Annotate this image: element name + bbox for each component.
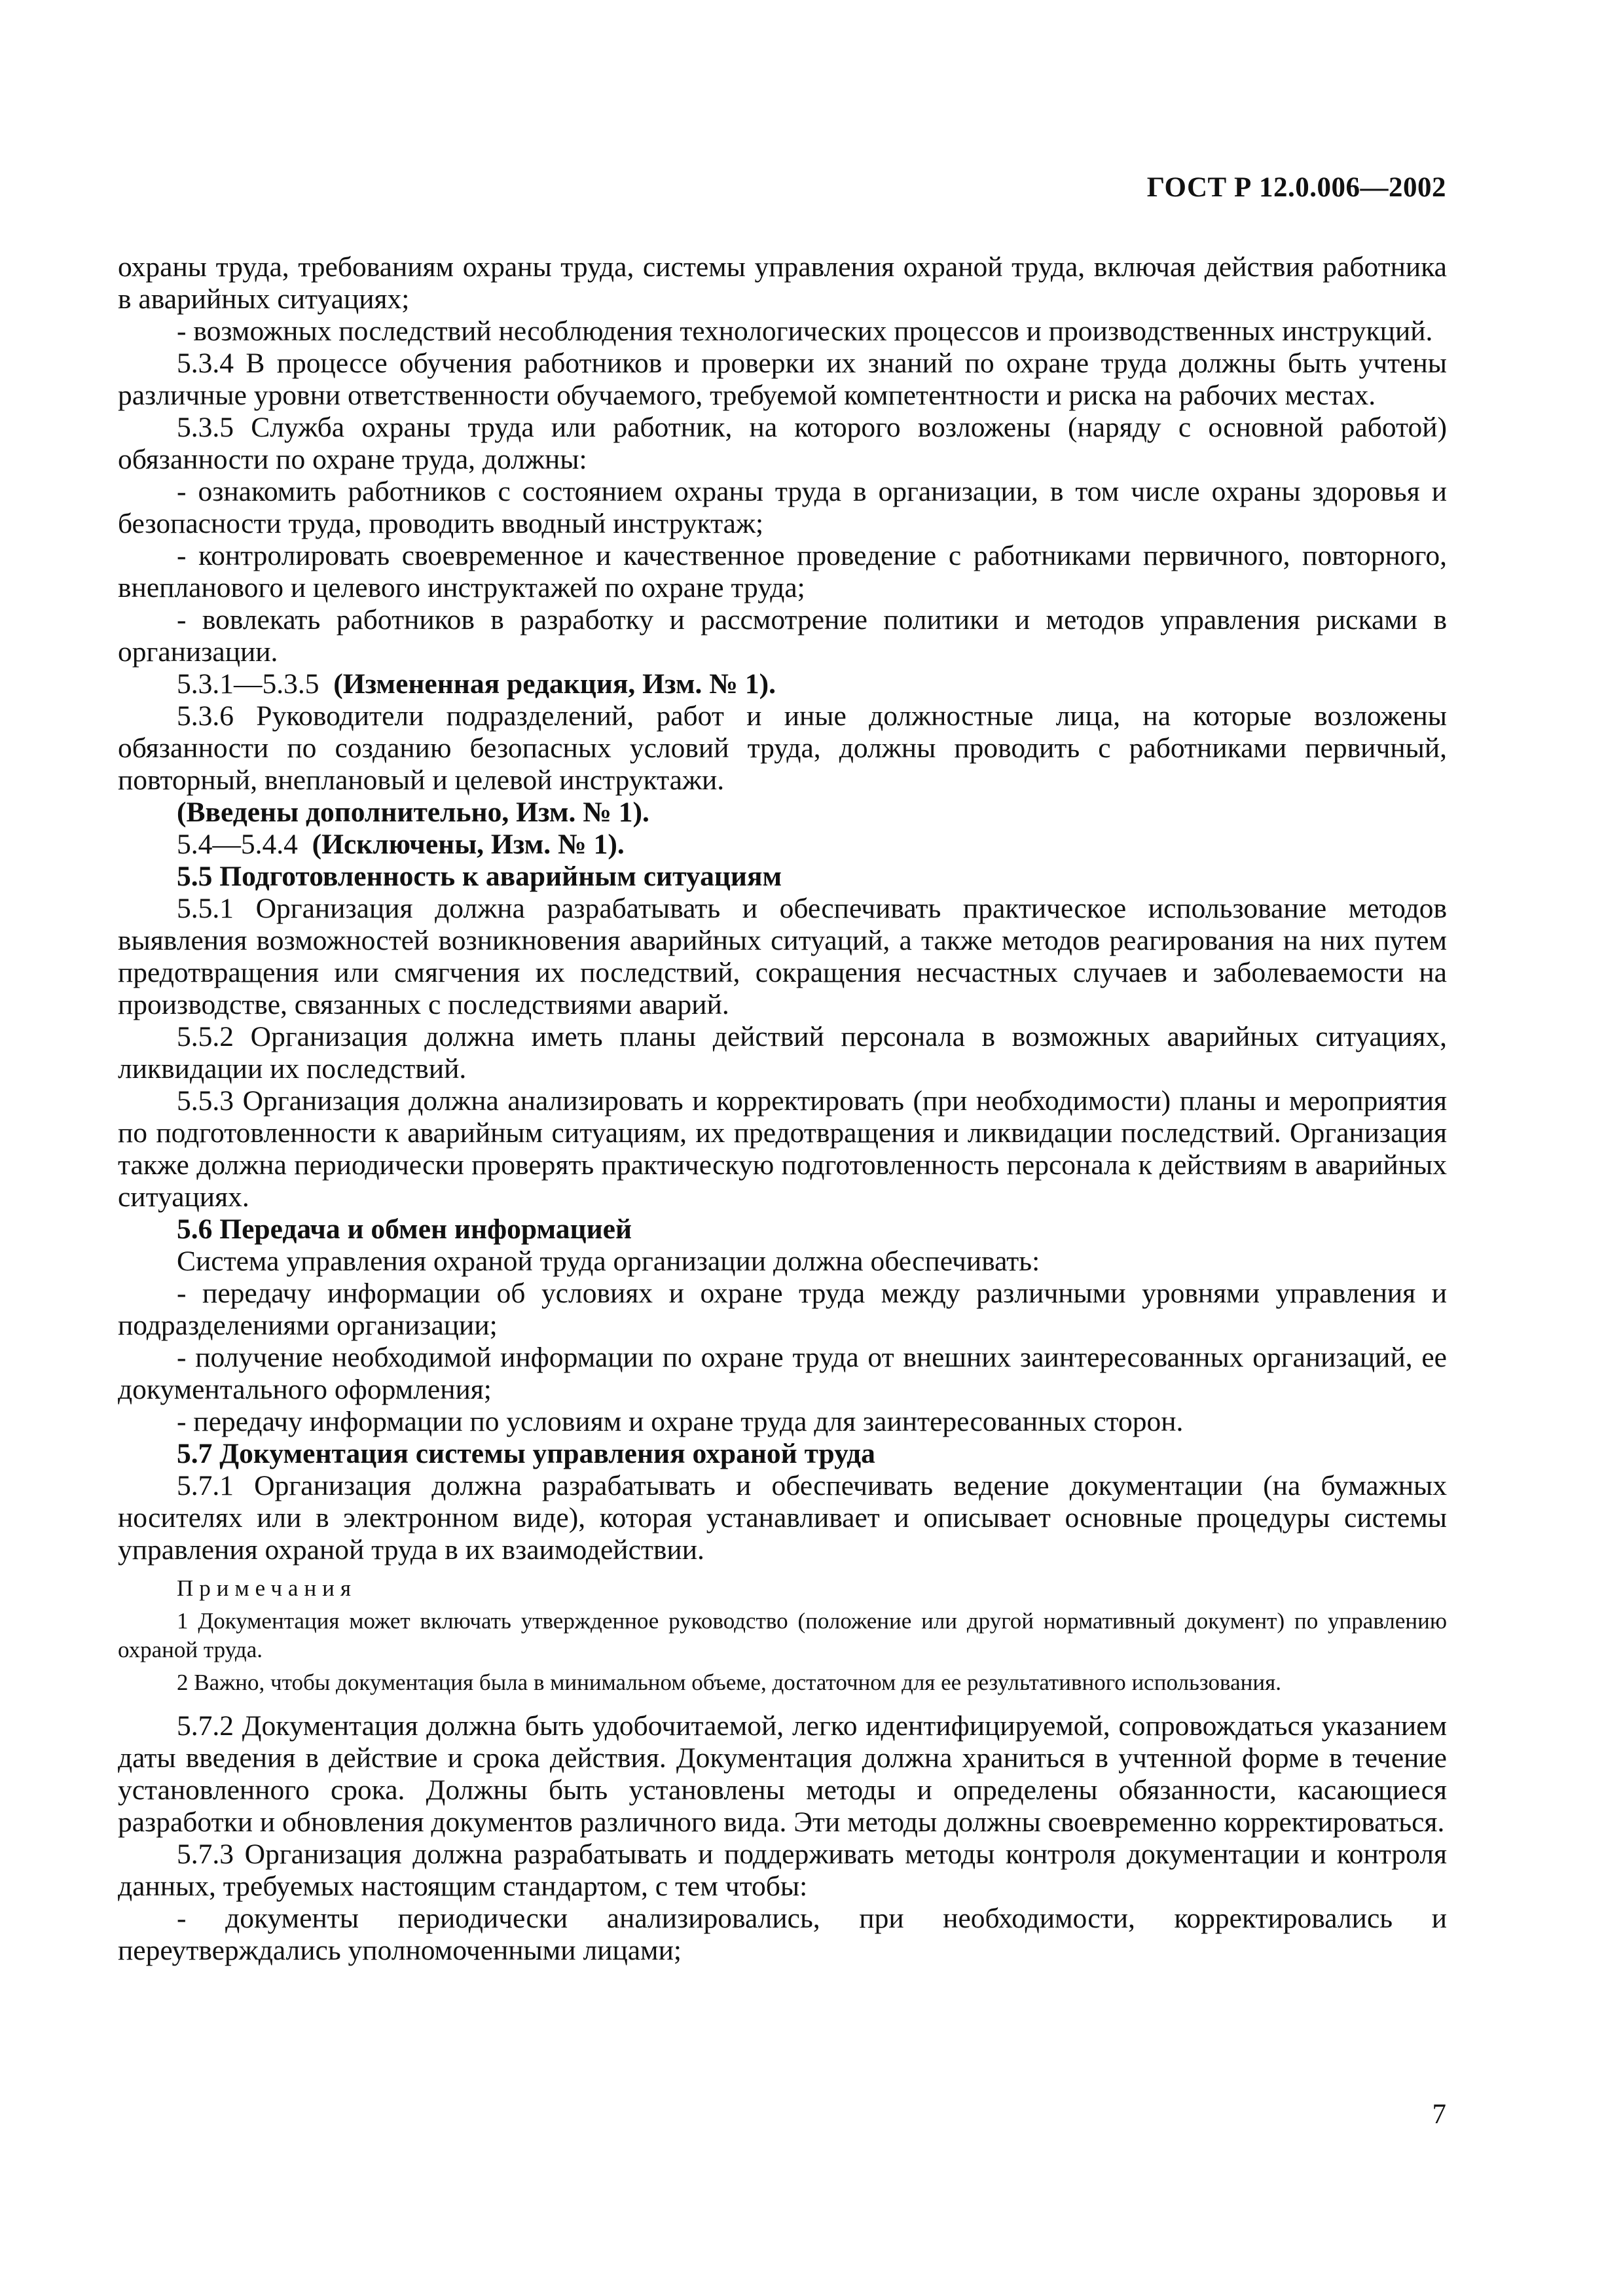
- list-item: - ознакомить работников с состоянием охраны труда в организации, в том числе охраны здоровья и безопасности труда, проводить вводный инструктаж;: [118, 476, 1447, 539]
- note-item: 2 Важно, чтобы документация была в минимальном объеме, достаточном для ее результативного использования.: [177, 1670, 1281, 1695]
- list-item: - возможных последствий несоблюдения технологических процессов и производственных инструкций.: [177, 315, 1433, 347]
- paragraph: охраны труда, требованиям охраны труда, системы управления охраной труда, включая действия работника в аварийных ситуациях;: [118, 251, 1447, 315]
- note-item: 1 Документация может включать утвержденное руководство (положение или другой нормативный документ) по управлению охраной труда.: [118, 1608, 1447, 1662]
- clause-5-5-1: 5.5.1 Организация должна разрабатывать и обеспечивать практическое использование методов выявления возможностей возникновения аварийных ситуаций, а также методов реагирования на них путем предотвращения или смягчения их последствий, сокращения несчастных случаев и заболеваемости на производстве, связанных с последствиями аварий.: [118, 893, 1447, 1020]
- amendment-text: (Исключены, Изм. № 1).: [312, 829, 625, 860]
- list-item: - получение необходимой информации по охране труда от внешних заинтересованных организаций, ее документального оформления;: [118, 1342, 1447, 1405]
- paragraph: Система управления охраной труда организации должна обеспечивать:: [177, 1246, 1040, 1277]
- list-item: - контролировать своевременное и качественное проведение с работниками первичного, повторного, внепланового и целевого инструктажей по охране труда;: [118, 540, 1447, 603]
- document-body: [118, 251, 1447, 1967]
- clause-5-3-4: 5.3.4 В процессе обучения работников и проверки их знаний по охране труда должны быть учтены различные уровни ответственности обучаемого, требуемой компетентности и риска на рабочих местах.: [118, 348, 1447, 411]
- clause-5-5-2: 5.5.2 Организация должна иметь планы действий персонала в возможных аварийных ситуациях, ликвидации их последствий.: [118, 1021, 1447, 1085]
- section-heading-5-7: 5.7 Документация системы управления охраной труда: [177, 1438, 875, 1469]
- standard-code-header: ГОСТ Р 12.0.006—2002: [1146, 172, 1446, 203]
- list-item: - документы периодически анализировались, при необходимости, корректировались и переутверждались уполномоченными лицами;: [118, 1903, 1447, 1966]
- clause-5-7-2: 5.7.2 Документация должна быть удобочитаемой, легко идентифицируемой, сопровождаться указанием даты введения в действие и срока действия. Документация должна храниться в учтенной форме в течение установленного срока. Должны быть установлены методы и определены обязанности, касающиеся разработки и обновления документов различного вида. Эти методы должны своевременно корректироваться.: [118, 1710, 1447, 1838]
- clause-range: 5.4—5.4.4: [177, 829, 298, 860]
- list-item: - передачу информации об условиях и охране труда между различными уровнями управления и подразделениями организации;: [118, 1278, 1447, 1341]
- notes-title: Примечания: [177, 1575, 357, 1601]
- section-heading-5-6: 5.6 Передача и обмен информацией: [177, 1213, 632, 1245]
- list-item: - вовлекать работников в разработку и рассмотрение политики и методов управления рисками в организации.: [118, 604, 1447, 668]
- amendment-text: (Измененная редакция, Изм. № 1).: [333, 668, 776, 700]
- page-number: 7: [1432, 2099, 1446, 2130]
- amendment-note: [118, 829, 1447, 861]
- amendment-note: (Введены дополнительно, Изм. № 1).: [177, 797, 649, 828]
- clause-range: 5.3.1—5.3.5: [177, 668, 319, 700]
- amendment-note: [118, 668, 1447, 700]
- clause-5-7-1: 5.7.1 Организация должна разрабатывать и обеспечивать ведение документации (на бумажных носителях или в электронном виде), которая устанавливает и описывает основные процедуры системы управления охраной труда в их взаимодействии.: [118, 1470, 1447, 1566]
- clause-5-3-6: 5.3.6 Руководители подразделений, работ и иные должностные лица, на которые возложены обязанности по созданию безопасных условий труда, должны проводить с работниками первичный, повторный, внеплановый и целевой инструктажи.: [118, 700, 1447, 796]
- section-heading-5-5: 5.5 Подготовленность к аварийным ситуациям: [177, 861, 782, 892]
- list-item: - передачу информации по условиям и охране труда для заинтересованных сторон.: [177, 1406, 1184, 1437]
- clause-5-5-3: 5.5.3 Организация должна анализировать и корректировать (при необходимости) планы и мероприятия по подготовленности к аварийным ситуациям, их предотвращения и ликвидации последствий. Организация также должна периодически проверять практическую подготовленность персонала к действиям в аварийных ситуациях.: [118, 1085, 1447, 1213]
- clause-5-7-3: 5.7.3 Организация должна разрабатывать и поддерживать методы контроля документации и контроля данных, требуемых настоящим стандартом, с тем чтобы:: [118, 1839, 1447, 1902]
- clause-5-3-5: 5.3.5 Служба охраны труда или работник, на которого возложены (наряду с основной работой) обязанности по охране труда, должны:: [118, 412, 1447, 475]
